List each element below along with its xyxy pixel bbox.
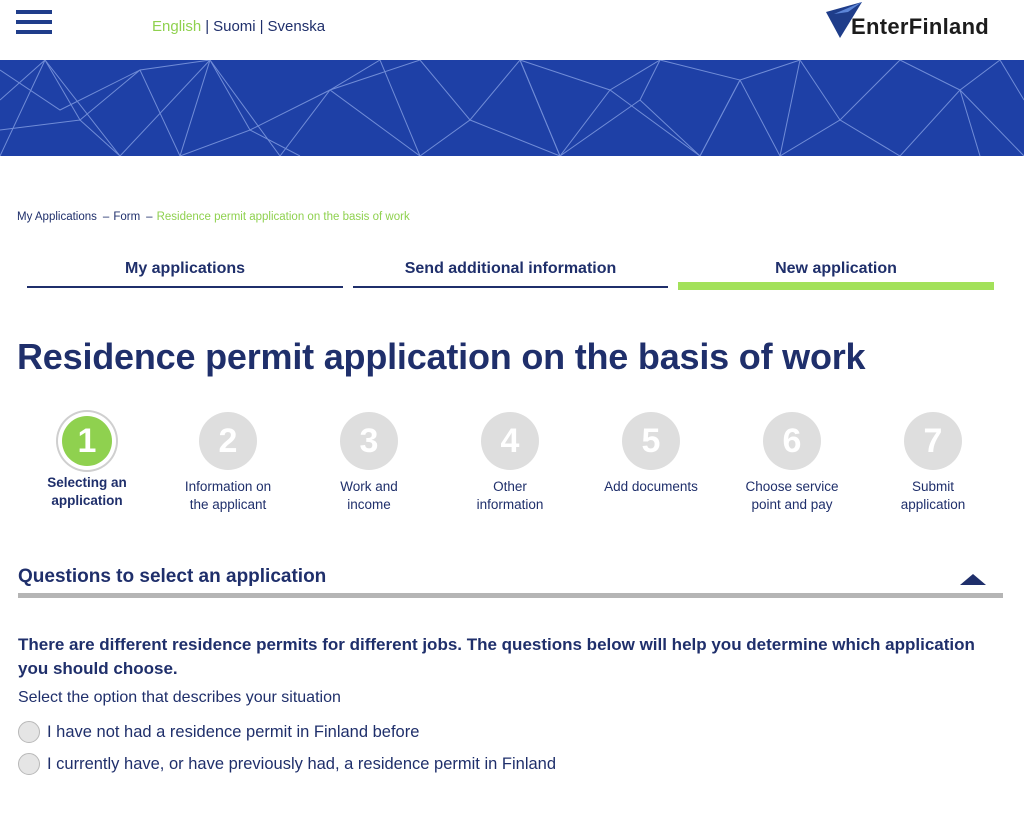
question-text: There are different residence permits for different jobs. The questions below will help you determine which application you should choose. (18, 635, 975, 678)
page-title: Residence permit application on the basis of work (17, 336, 866, 377)
step-4[interactable] (444, 412, 576, 514)
tab-active-indicator (678, 282, 994, 290)
step-number-circle: 5 (622, 412, 680, 470)
tab-label: Send additional information (404, 260, 617, 277)
accordion-title[interactable]: Questions to select an application (18, 566, 327, 587)
breadcrumb-form[interactable]: Form (113, 211, 141, 223)
tab-underline (353, 286, 668, 288)
top-header (0, 0, 1024, 60)
option-no-previous-permit[interactable] (18, 719, 419, 745)
enterfinland-logo[interactable] (824, 2, 1008, 42)
step-label: Information on the applicant (184, 479, 272, 512)
step-label: Add documents (604, 479, 698, 494)
tab-label: New application (775, 260, 897, 277)
tab-send-additional-information[interactable] (353, 258, 668, 288)
option-label: I currently have, or have previously had, a residence permit in Finland (47, 754, 557, 773)
breadcrumb-current: Residence permit application on the basis of work (156, 211, 410, 223)
logo-text: EnterFinland (851, 14, 990, 39)
geometric-pattern-icon (0, 60, 1024, 156)
step-5[interactable] (585, 412, 717, 496)
language-svenska-link[interactable]: Svenska (267, 18, 326, 35)
breadcrumb-my-applications[interactable]: My Applications (17, 211, 97, 223)
step-label: Selecting an application (47, 475, 127, 508)
step-label: Other information (476, 479, 544, 512)
breadcrumb: My Applications – Form – Residence permit application on the basis of work (17, 211, 410, 223)
language-switcher: English | Suomi | Svenska (152, 18, 326, 35)
tab-label: My applications (124, 260, 246, 277)
tab-my-applications[interactable] (27, 258, 343, 288)
step-number-circle: 3 (340, 412, 398, 470)
tab-new-application[interactable] (678, 258, 994, 290)
hamburger-menu-icon[interactable] (16, 8, 52, 36)
step-label: Work and income (340, 479, 398, 512)
accordion-divider (18, 593, 1003, 598)
option-has-permit[interactable] (18, 751, 556, 777)
step-label: Submit application (900, 479, 966, 512)
step-7[interactable] (867, 412, 999, 514)
triangle-up-icon[interactable] (958, 571, 988, 589)
step-number-circle: 4 (481, 412, 539, 470)
tab-underline (27, 286, 343, 288)
instruction-text: Select the option that describes your situation (18, 689, 341, 706)
option-label: I have not had a residence permit in Finland before (47, 722, 420, 741)
step-number-circle: 1 (62, 416, 112, 466)
language-english-link[interactable]: English (152, 18, 202, 35)
step-3[interactable] (303, 412, 435, 514)
step-number-circle: 7 (904, 412, 962, 470)
step-2[interactable] (162, 412, 294, 514)
decorative-banner (0, 60, 1024, 156)
step-number-circle: 2 (199, 412, 257, 470)
step-6[interactable] (726, 412, 858, 514)
step-1[interactable] (21, 412, 153, 510)
radio-button[interactable] (18, 721, 40, 743)
step-number-circle: 6 (763, 412, 821, 470)
radio-button[interactable] (18, 753, 40, 775)
step-label: Choose service point and pay (745, 479, 839, 512)
language-suomi-link[interactable]: Suomi (213, 18, 256, 35)
